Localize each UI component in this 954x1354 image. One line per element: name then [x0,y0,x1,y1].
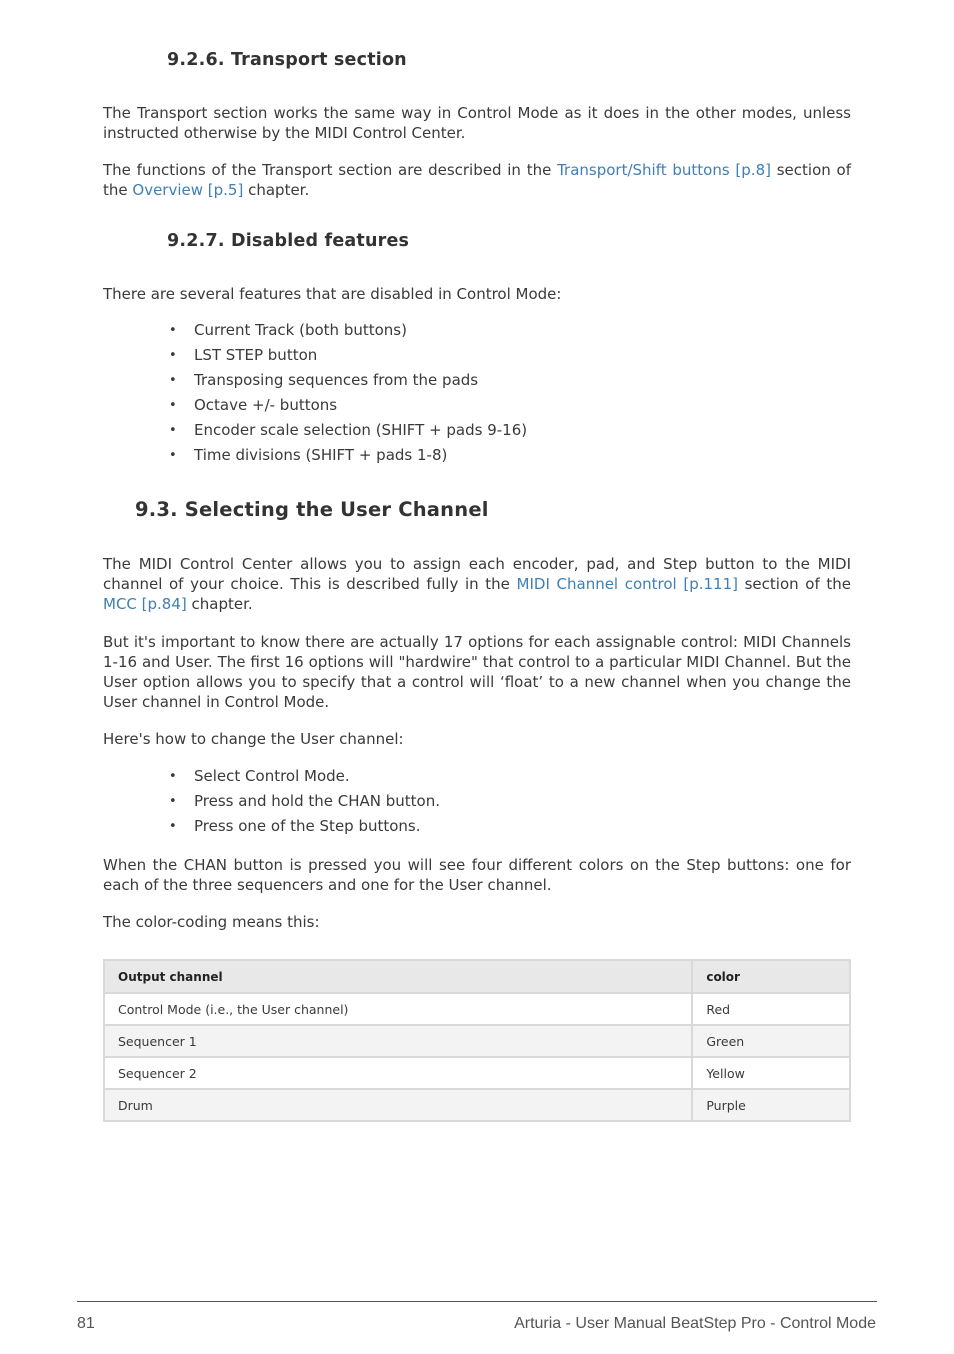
user-channel-steps-list [167,764,440,839]
user-channel-paragraph-5: The color-coding means this: [103,913,320,931]
table-row [104,1057,850,1089]
list-item [167,443,527,468]
heading-transport-section: 9.2.6. Transport section [167,50,407,70]
table-row [104,1025,850,1057]
uc-p1-text-a: The MIDI Control Center allows you to assign each encoder, pad, and Step button to the MIDI channel of your choice. This is described fully in the [103,555,851,593]
list-item-text: Time divisions (SHIFT + pads 1-8) [194,446,448,464]
table-cell: Purple [692,1089,850,1121]
bullet-icon: • [169,448,177,463]
bullet-icon: • [169,398,177,413]
link-transport-shift-buttons[interactable]: Transport/Shift buttons [p.8] [557,161,771,179]
bullet-icon: • [169,819,177,834]
list-item-text: Octave +/- buttons [194,396,338,414]
table-row [104,1089,850,1121]
table-cell: Green [692,1025,850,1057]
link-midi-channel-control[interactable]: MIDI Channel control [p.111] [516,575,738,593]
transport-p2-text-a: The functions of the Transport section are described in the [103,161,558,179]
table-cell: Control Mode (i.e., the User channel) [104,993,692,1025]
table-header-color: color [692,960,850,993]
bullet-icon: • [169,794,177,809]
transport-paragraph-2 [103,160,851,200]
list-item [167,789,440,814]
transport-p2-text-b: section of the [103,161,851,199]
list-item-text: Current Track (both buttons) [194,321,407,339]
bullet-icon: • [169,769,177,784]
user-channel-paragraph-3: Here's how to change the User channel: [103,730,404,748]
list-item-text: Press one of the Step buttons. [194,817,421,835]
table-cell: Red [692,993,850,1025]
list-item-text: Encoder scale selection (SHIFT + pads 9-16) [194,421,528,439]
list-item [167,393,527,418]
user-channel-paragraph-1 [103,554,851,614]
heading-disabled-features: 9.2.7. Disabled features [167,231,410,251]
table-cell: Yellow [692,1057,850,1089]
user-channel-paragraph-2: But it's important to know there are actually 17 options for each assignable control: MIDI Channels 1-16 and User. The first 16 options will "hardwire" that control to a particular MIDI Channel. But the User option allows you to specify that a control will ‘float’ to a new channel when you change the User channel in Control Mode. [103,633,851,711]
heading-selecting-user-channel: 9.3. Selecting the User Channel [135,498,489,521]
disabled-features-list [167,318,527,468]
uc-p1-text-b: section of the [737,575,851,593]
bullet-icon: • [169,373,177,388]
table-header-row [104,960,850,993]
bullet-icon: • [169,323,177,338]
user-channel-paragraph-4: When the CHAN button is pressed you will see four different colors on the Step buttons: one for each of the three sequencers and one for the User channel. [103,856,851,894]
footer-divider [77,1301,877,1302]
uc-p1-text-c: chapter. [186,595,253,613]
table-row [104,993,850,1025]
transport-p2-text-c: chapter. [243,181,310,199]
list-item-text: LST STEP button [194,346,318,364]
list-item-text: Press and hold the CHAN button. [194,792,441,810]
color-coding-table [103,959,851,1122]
list-item [167,343,527,368]
table-cell: Sequencer 2 [104,1057,692,1089]
table-cell: Drum [104,1089,692,1121]
list-item-text: Transposing sequences from the pads [194,371,479,389]
list-item [167,418,527,443]
link-mcc[interactable]: MCC [p.84] [103,595,187,613]
link-overview[interactable]: Overview [p.5] [132,181,244,199]
list-item [167,368,527,393]
list-item-text: Select Control Mode. [194,767,350,785]
bullet-icon: • [169,348,177,363]
list-item [167,814,440,839]
list-item [167,764,440,789]
table-cell: Sequencer 1 [104,1025,692,1057]
list-item [167,318,527,343]
footer-page-number: 81 [77,1315,95,1332]
bullet-icon: • [169,423,177,438]
transport-paragraph-1: The Transport section works the same way in Control Mode as it does in the other modes, unless instructed otherwise by the MIDI Control Center. [103,104,851,142]
disabled-intro: There are several features that are disabled in Control Mode: [103,285,562,303]
table-header-output-channel: Output channel [104,960,692,993]
footer-document-title: Arturia - User Manual BeatStep Pro - Control Mode [514,1315,876,1332]
